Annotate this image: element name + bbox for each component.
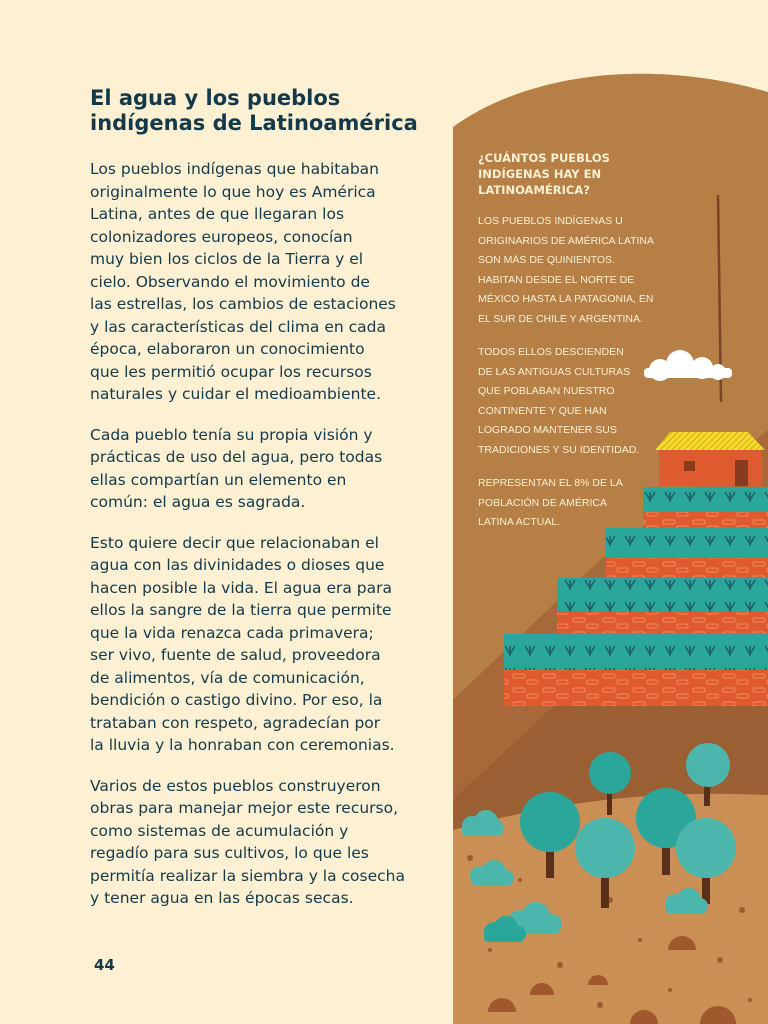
terrace-bricks bbox=[606, 558, 768, 578]
page-number: 44 bbox=[94, 956, 115, 974]
terrace-crops bbox=[643, 487, 768, 512]
sidebar-facts bbox=[478, 150, 658, 547]
terrace-crops bbox=[557, 578, 768, 612]
sidebar-paragraph: TODOS ELLOS DESCIENDEN DE LAS ANTIGUAS CULTURAS QUE POBLABAN NUESTRO CONTINENTE Y QUE HAN LOGRADO MANTENER SUS TRADICIONES Y SU IDENTIDAD. bbox=[478, 346, 640, 456]
terrace-crops bbox=[504, 634, 768, 670]
article-paragraph: Cada pueblo tenía su propia visión y prácticas de uso del agua, pero todas ellas compartían un elemento en común: el agua es sagrada. bbox=[90, 425, 383, 511]
terrace-bricks bbox=[504, 670, 768, 706]
terrace-bricks bbox=[557, 612, 768, 634]
article-paragraph: Varios de estos pueblos construyeron obras para manejar mejor este recurso, como sistemas de acumulación y regadío para sus cultivos, lo que les permitía realizar la siembra y la cosecha y tener agua en las épocas secas. bbox=[90, 776, 405, 907]
house-icon bbox=[655, 432, 765, 486]
sidebar-heading: ¿CUÁNTOS PUEBLOS INDÍGENAS HAY EN LATINOAMÉRICA? bbox=[478, 151, 610, 197]
terrace-bricks bbox=[643, 512, 768, 528]
article bbox=[90, 86, 420, 928]
sidebar-paragraph: REPRESENTAN EL 8% DE LA POBLACIÓN DE AMÉRICA LATINA ACTUAL. bbox=[478, 477, 623, 528]
article-paragraph: Los pueblos indígenas que habitaban originalmente lo que hoy es América Latina, antes de que llegaran los colonizadores europeos, conocían muy bien los ciclos de la Tierra y el cielo. Observando el movimiento de las estrellas, los cambios de estaciones y las características del clima en cada época, elaboraron un conocimiento que les permitió ocupar los recursos naturales y cuidar el medioambiente. bbox=[90, 160, 396, 403]
article-title: El agua y los pueblos indígenas de Latinoamérica bbox=[90, 86, 418, 135]
sidebar-paragraph: LOS PUEBLOS INDÍGENAS U ORIGINARIOS DE AMÉRICA LATINA SON MÁS DE QUINIENTOS. HABITAN DESDE EL NORTE DE MÉXICO HASTA LA PATAGONIA, EN EL SUR DE CHILE Y ARGENTINA. bbox=[478, 215, 655, 325]
article-paragraph: Esto quiere decir que relacionaban el agua con las divinidades o dioses que hacen posible la vida. El agua era para ellos la sangre de la tierra que permite que la vida renazca cada primavera; ser vivo, fuente de salud, proveedora de alimentos, vía de comunicación, bendición o castigo divino. Por eso, la trataban con respeto, agradecían por la lluvia y la honraban con ceremonias. bbox=[90, 533, 395, 754]
